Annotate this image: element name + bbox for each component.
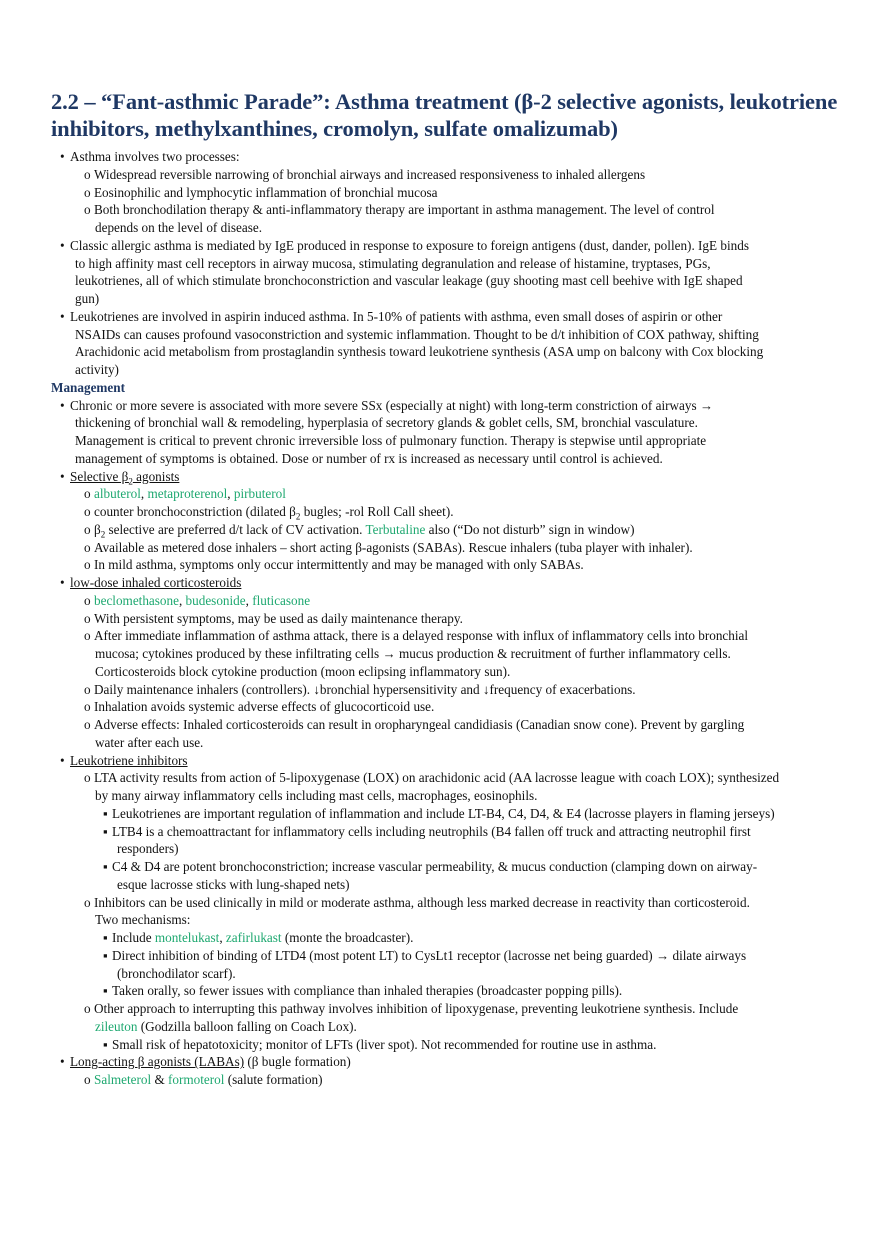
drug-name: albuterol bbox=[94, 486, 141, 502]
bullet: o bbox=[84, 557, 91, 573]
bullet: • bbox=[60, 237, 65, 253]
bullet: o bbox=[84, 486, 91, 502]
list-item: o Both bronchodilation therapy & anti-inflammatory therapy are important in asthma management. The level of control bbox=[84, 202, 715, 218]
subsection-heading: Long-acting β agonists (LABAs) bbox=[70, 1054, 245, 1070]
text-line: NSAIDs can causes profound vasoconstriction and systemic inflammation. Thought to be d/t inhibition of COX pathway, shifting bbox=[75, 326, 759, 342]
list-item: o Daily maintenance inhalers (controllers). ↓bronchial hypersensitivity and ↓frequency of exacerbations. bbox=[84, 681, 636, 697]
bullet: o bbox=[84, 592, 91, 608]
bullet: • bbox=[60, 752, 65, 768]
list-item: o Inhalation avoids systemic adverse effects of glucocorticoid use. bbox=[84, 699, 435, 715]
list-item: o With persistent symptoms, may be used as daily maintenance therapy. bbox=[84, 610, 463, 626]
drug-name: pirbuterol bbox=[233, 486, 286, 502]
text-line: gun) bbox=[75, 291, 100, 306]
list-item: o Available as metered dose inhalers – short acting β-agonists (SABAs). Rescue inhalers (tuba player with inhaler). bbox=[84, 539, 693, 555]
text-line: Two mechanisms: bbox=[95, 912, 191, 928]
bullet: • bbox=[60, 308, 65, 324]
list-item: ▪ Include montelukast, zafirlukast (monte the broadcaster). bbox=[103, 930, 414, 945]
list-item: o beclomethasone, budesonide, fluticasone bbox=[84, 592, 311, 608]
bullet: ▪ bbox=[103, 930, 108, 945]
bullet: • bbox=[60, 1054, 65, 1070]
list-item: ▪ Taken orally, so fewer issues with compliance than inhaled therapies (broadcaster popping pills). bbox=[103, 983, 623, 999]
bullet: o bbox=[84, 1072, 91, 1087]
drug-name: Salmeterol bbox=[94, 1072, 152, 1087]
section-heading: Management bbox=[51, 379, 125, 395]
list-item: o In mild asthma, symptoms only occur intermittently and may be managed with only SABAs. bbox=[84, 557, 584, 573]
bullet: o bbox=[84, 184, 91, 200]
drug-name: formoterol bbox=[168, 1072, 225, 1087]
bullet: • bbox=[60, 468, 65, 484]
drug-name: Terbutaline bbox=[365, 521, 426, 537]
text-line: activity) bbox=[75, 362, 119, 377]
list-item bbox=[0, 752, 880, 770]
document-body bbox=[0, 148, 880, 1089]
subsection-heading: Leukotriene inhibitors bbox=[70, 752, 188, 768]
bullet: o bbox=[84, 628, 91, 644]
bullet: o bbox=[84, 521, 91, 537]
text-line: mucosa; cytokines produced by these infiltrating cells → mucus production & recruitment of further inflammatory cells. bbox=[95, 646, 731, 661]
list-item: o LTA activity results from action of 5-lipoxygenase (LOX) on arachidonic acid (AA lacrosse league with coach LOX); synthesized bbox=[84, 770, 780, 786]
list-item: o Salmeterol & formoterol (salute formation) bbox=[84, 1072, 323, 1087]
list-item: o Widespread reversible narrowing of bronchial airways and increased responsiveness to inhaled allergens bbox=[84, 166, 646, 182]
text-line: thickening of bronchial wall & remodeling, hyperplasia of secretory glands & goblet cells, SM, bronchial vasculature. bbox=[75, 415, 698, 431]
text-line: responders) bbox=[117, 841, 179, 857]
subsection-heading: Selective $\beta_2$ agonists bbox=[70, 468, 180, 487]
bullet: o bbox=[84, 770, 91, 786]
text-line: esque lacrosse sticks with lung-shaped nets) bbox=[117, 876, 350, 892]
drug-name: zileuton bbox=[95, 1018, 138, 1034]
bullet: o bbox=[84, 894, 91, 910]
text-line: leukotrienes, all of which stimulate bronchoconstriction and vascular leakage (guy shooting mast cell beehive with IgE shaped bbox=[75, 273, 743, 289]
bullet: • bbox=[60, 575, 65, 590]
bullet: o bbox=[84, 610, 91, 626]
drug-name: budesonide bbox=[185, 592, 246, 608]
bullet: ▪ bbox=[103, 805, 108, 821]
list-item: ▪ C4 & D4 are potent bronchoconstriction; increase vascular permeability, & mucus conduction (clamping down on airway- bbox=[103, 859, 758, 874]
drug-name: zafirlukast bbox=[225, 930, 282, 945]
bullet: • bbox=[60, 397, 65, 413]
bullet: o bbox=[84, 699, 91, 715]
text-line: depends on the level of disease. bbox=[95, 220, 262, 235]
text-line: management of symptoms is obtained. Dose or number of rx is increased as necessary until control is achieved. bbox=[75, 450, 663, 466]
bullet: ▪ bbox=[103, 859, 108, 874]
list-item: ▪ Leukotrienes are important regulation of inflammation and include LT-B4, C4, D4, & E4 (lacrosse players in flaming jerseys) bbox=[103, 805, 775, 821]
list-item: • Asthma involves two processes: bbox=[60, 149, 240, 164]
bullet: • bbox=[60, 149, 65, 164]
list-item: o $\beta_2$ selective are preferred d/t lack of CV activation. Terbutaline also (“Do not disturb” sign in window) bbox=[84, 521, 635, 540]
page-title: 2.2 – “Fant-asthmic Parade”: Asthma treatment (β-2 selective agonists, leukotriene inhibitors, methylxanthines, cromolyn, sulfate omalizumab) bbox=[51, 89, 838, 141]
drug-name: montelukast bbox=[154, 930, 220, 945]
drug-name: metaproterenol bbox=[147, 486, 228, 502]
bullet: o bbox=[84, 1001, 91, 1016]
list-item: o Other approach to interrupting this pathway involves inhibition of lipoxygenase, preventing leukotriene synthesis. Include bbox=[84, 1001, 739, 1016]
list-item bbox=[0, 574, 880, 592]
text-line: Management is critical to prevent chronic irreversible loss of pulmonary function. Therapy is stepwise until appropriate bbox=[75, 433, 707, 448]
text-line: water after each use. bbox=[95, 734, 204, 750]
list-item: • Chronic or more severe is associated with more severe SSx (especially at night) with long-term constriction of airways → bbox=[60, 397, 714, 413]
list-item: • Long-acting β agonists (LABAs) (β bugle formation) bbox=[60, 1054, 351, 1070]
list-item: o counter bronchoconstriction (dilated $\beta_2$ bugles; -rol Roll Call sheet). bbox=[84, 504, 454, 522]
list-item: o Eosinophilic and lymphocytic inflammation of bronchial mucosa bbox=[84, 184, 438, 200]
bullet: o bbox=[84, 166, 91, 182]
bullet: o bbox=[84, 717, 91, 732]
bullet: o bbox=[84, 202, 91, 218]
bullet: o bbox=[84, 681, 91, 697]
bullet: o bbox=[84, 539, 91, 555]
text-line: (bronchodilator scarf). bbox=[117, 965, 236, 981]
drug-name: fluticasone bbox=[252, 592, 311, 608]
text-line: Corticosteroids block cytokine production (moon eclipsing inflammatory sun). bbox=[95, 663, 511, 679]
list-item: • Classic allergic asthma is mediated by IgE produced in response to exposure to foreign antigens (dust, dander, pollen). IgE binds bbox=[60, 237, 749, 253]
list-item: ▪ LTB4 is a chemoattractant for inflammatory cells including neutrophils (B4 fallen off truck and attracting neutrophil first bbox=[103, 823, 751, 839]
text-line: zileuton (Godzilla balloon falling on Coach Lox). bbox=[95, 1018, 357, 1034]
text-line: to high affinity mast cell receptors in airway mucosa, stimulating degranulation and release of histamine, tryptases, PGs, bbox=[75, 255, 711, 271]
text-line: by many airway inflammatory cells including mast cells, macrophages, eosinophils. bbox=[95, 788, 538, 803]
bullet: ▪ bbox=[103, 823, 108, 839]
list-item: • Leukotrienes are involved in aspirin induced asthma. In 5-10% of patients with asthma, even small doses of aspirin or other bbox=[60, 308, 723, 324]
drug-name: beclomethasone bbox=[94, 592, 179, 608]
list-item: ▪ Direct inhibition of binding of LTD4 (most potent LT) to CysLt1 receptor (lacrosse net being guarded) → dilate airways bbox=[103, 947, 747, 963]
bullet: ▪ bbox=[103, 947, 108, 963]
list-item: ▪ Small risk of hepatotoxicity; monitor of LFTs (liver spot). Not recommended for routine use in asthma. bbox=[103, 1036, 657, 1052]
bullet: ▪ bbox=[103, 983, 108, 999]
list-item: o Inhibitors can be used clinically in mild or moderate asthma, although less marked decrease in reactivity than corticosteroid. bbox=[84, 894, 750, 910]
list-item: o albuterol, metaproterenol, pirbuterol bbox=[84, 486, 286, 502]
text-line: Arachidonic acid metabolism from prostaglandin synthesis toward leukotriene synthesis (ASA ump on balcony with Cox blocking bbox=[75, 344, 764, 360]
subsection-heading: low-dose inhaled corticosteroids bbox=[70, 575, 242, 590]
bullet: ▪ bbox=[103, 1036, 108, 1052]
list-item: o After immediate inflammation of asthma attack, there is a delayed response with influx of inflammatory cells into bronchial bbox=[84, 628, 749, 644]
bullet: o bbox=[84, 504, 91, 519]
list-item: o Adverse effects: Inhaled corticosteroids can result in oropharyngeal candidiasis (Canadian snow cone). Prevent by gargling bbox=[84, 717, 745, 732]
list-item bbox=[0, 468, 880, 486]
